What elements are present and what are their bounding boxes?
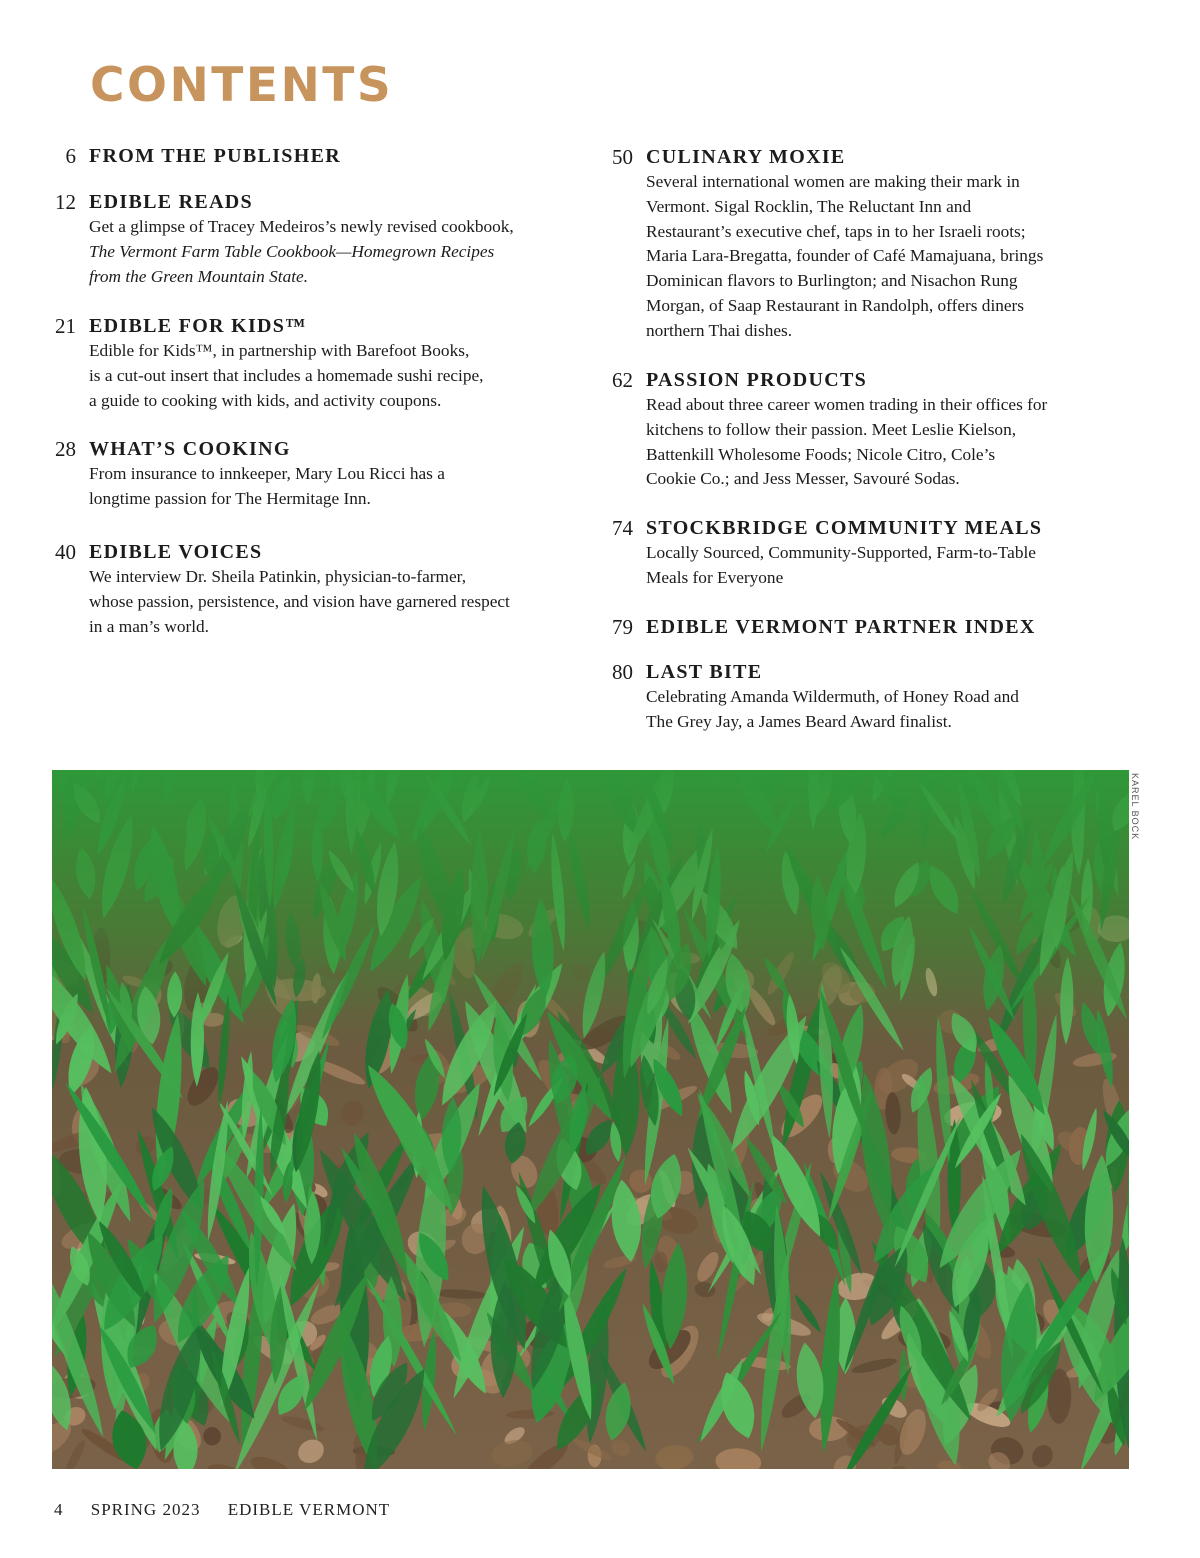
- description-line: Locally Sourced, Community-Supported, Farm-to-Table: [646, 543, 1036, 562]
- toc-entry-description: [646, 170, 1106, 344]
- toc-entry[interactable]: [612, 368, 1106, 492]
- description-line: a guide to cooking with kids, and activity coupons.: [89, 390, 442, 410]
- toc-entry-title: EDIBLE VERMONT PARTNER INDEX: [646, 616, 1036, 638]
- toc-page-number: 74: [612, 516, 633, 540]
- toc-entry-title: STOCKBRIDGE COMMUNITY MEALS: [646, 517, 1043, 539]
- toc-entry-title: FROM THE PUBLISHER: [89, 145, 341, 167]
- description-line: is a cut-out insert that includes a homemade sushi recipe,: [89, 365, 484, 385]
- description-line: in a man’s world.: [89, 616, 209, 636]
- toc-page-number: 28: [55, 437, 76, 461]
- toc-entry-description: [646, 541, 1106, 591]
- description-line: Cookie Co.; and Jess Messer, Savouré Sodas.: [646, 469, 960, 489]
- description-line: kitchens to follow their passion. Meet Leslie Kielson,: [646, 419, 1017, 439]
- description-line: Battenkill Wholesome Foods; Nicole Citro, Cole’s: [646, 444, 996, 464]
- ramps-photo: [52, 770, 1129, 1469]
- description-line: Dominican flavors to Burlington; and Nisachon Rung: [646, 271, 1018, 291]
- toc-entry-description: [89, 339, 569, 413]
- description-line: from the Green Mountain State.: [89, 266, 309, 286]
- toc-entry-description: [89, 565, 569, 639]
- toc-entry-description: [89, 215, 569, 289]
- toc-page-number: 40: [55, 540, 76, 564]
- toc-page-number: 21: [55, 314, 76, 338]
- description-line: The Vermont Farm Table Cookbook—Homegrown Recipes: [89, 241, 495, 261]
- toc-entry-description: [89, 462, 569, 512]
- description-line: longtime passion for The Hermitage Inn.: [89, 488, 371, 508]
- toc-entry[interactable]: [65, 144, 569, 168]
- toc-entry-title: CULINARY MOXIE: [646, 146, 846, 168]
- toc-entry[interactable]: [55, 437, 569, 512]
- description-line: Several international women are making their mark in: [646, 172, 1020, 191]
- toc-entry-title: LAST BITE: [646, 661, 763, 683]
- toc-entry-title: EDIBLE FOR KIDS™: [89, 315, 307, 337]
- description-line: The Grey Jay, a James Beard Award finalist.: [646, 711, 952, 731]
- toc-page-number: 50: [612, 145, 633, 169]
- toc-entry-description: [646, 685, 1106, 735]
- description-line: Read about three career women trading in their offices for: [646, 395, 1048, 414]
- description-line: We interview Dr. Sheila Patinkin, physician-to-farmer,: [89, 567, 467, 586]
- description-line: Celebrating Amanda Wildermuth, of Honey Road and: [646, 687, 1019, 706]
- toc-entry[interactable]: [55, 314, 569, 413]
- description-line: Morgan, of Saap Restaurant in Randolph, offers diners: [646, 295, 1025, 315]
- description-line: Maria Lara-Bregatta, founder of Café Mamajuana, brings: [646, 246, 1044, 266]
- description-line: northern Thai dishes.: [646, 320, 793, 340]
- page-number: 4: [54, 1500, 64, 1519]
- toc-entry[interactable]: [55, 540, 569, 639]
- description-line: Restaurant’s executive chef, taps in to her Israeli roots;: [646, 221, 1026, 241]
- toc-page-number: 80: [612, 660, 633, 684]
- page-footer: [54, 1500, 412, 1520]
- toc-entry[interactable]: [55, 190, 569, 289]
- description-line: From insurance to innkeeper, Mary Lou Ricci has a: [89, 464, 445, 483]
- toc-entry[interactable]: [612, 660, 1106, 735]
- photo-credit: KAREL BOCK: [1130, 773, 1140, 841]
- toc-entry-title: EDIBLE READS: [89, 191, 253, 213]
- toc-page-number: 62: [612, 368, 633, 392]
- toc-entry[interactable]: [612, 516, 1106, 591]
- description-line: whose passion, persistence, and vision have garnered respect: [89, 591, 510, 611]
- toc-entry-title: WHAT’S COOKING: [89, 438, 291, 460]
- toc-page-number: 12: [55, 190, 76, 214]
- description-line: Vermont. Sigal Rocklin, The Reluctant Inn and: [646, 196, 972, 216]
- toc-entry[interactable]: [612, 145, 1106, 344]
- description-line: Get a glimpse of Tracey Medeiros’s newly revised cookbook,: [89, 217, 514, 236]
- toc-page-number: 6: [65, 144, 76, 168]
- issue-label: SPRING 2023: [90, 1500, 201, 1519]
- toc-entry-title: PASSION PRODUCTS: [646, 369, 868, 391]
- description-line: Edible for Kids™, in partnership with Barefoot Books,: [89, 341, 470, 360]
- toc-entry[interactable]: [612, 615, 1106, 639]
- toc-page-number: 79: [612, 615, 633, 639]
- toc-entry-title: EDIBLE VOICES: [89, 541, 263, 563]
- magazine-name: EDIBLE VERMONT: [227, 1500, 391, 1519]
- description-line: Meals for Everyone: [646, 567, 784, 587]
- page-title: CONTENTS: [90, 58, 394, 113]
- toc-entry-description: [646, 393, 1106, 492]
